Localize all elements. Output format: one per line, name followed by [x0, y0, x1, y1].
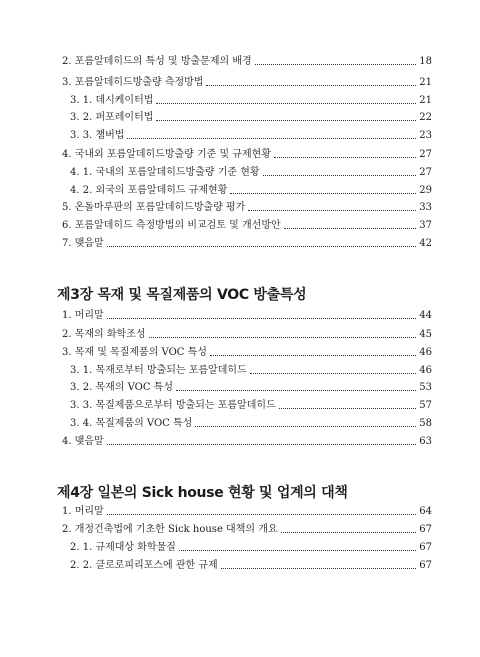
- toc-entry-label: 4. 2. 외국의 포름알데히드 규제현황: [70, 185, 228, 196]
- dot-leader: [179, 550, 416, 551]
- toc-entry[interactable]: [70, 378, 432, 394]
- dot-leader: [107, 318, 416, 319]
- toc-entry[interactable]: [70, 126, 432, 142]
- toc-entry-label: 3. 포름알데히드방출량 측정방법: [62, 77, 204, 88]
- toc-entry-label: 4. 1. 국내의 포름알데히드방출량 기준 현황: [70, 167, 260, 178]
- toc-entry[interactable]: [62, 306, 432, 322]
- toc-entry[interactable]: [70, 108, 432, 124]
- dot-leader: [274, 157, 416, 158]
- dot-leader: [210, 355, 416, 356]
- toc-entry[interactable]: [62, 73, 432, 89]
- toc-entry-page: 53: [419, 382, 432, 393]
- toc-entry-page: 67: [419, 560, 432, 571]
- toc-entry[interactable]: [62, 234, 432, 250]
- toc-entry[interactable]: [62, 145, 432, 161]
- toc-entry-page: 45: [419, 329, 432, 340]
- dot-leader: [281, 532, 416, 533]
- toc-entry-label: 5. 온돌마루판의 포름알데히드방출량 평가: [62, 202, 246, 213]
- toc-entry-page: 67: [419, 542, 432, 553]
- toc-entry-label: 2. 포름알데히드의 특성 및 방출문제의 배경: [62, 56, 252, 67]
- toc-entry-page: 42: [419, 238, 432, 249]
- dot-leader: [127, 138, 416, 139]
- dot-leader: [248, 210, 416, 211]
- toc-entry[interactable]: [62, 325, 432, 341]
- toc-entry-label: 2. 2. 클로로피리포스에 관한 규제: [70, 560, 218, 571]
- toc-entry-label: 3. 3. 목질제품으로부터 방출되는 포름알데히드: [70, 400, 276, 411]
- toc-entry[interactable]: [62, 343, 432, 359]
- dot-leader: [255, 64, 416, 65]
- toc-entry-page: 46: [419, 365, 432, 376]
- toc-entry-label: 3. 2. 퍼포레이터법: [70, 112, 154, 123]
- toc-entry-label: 3. 4. 목질제품의 VOC 특성: [70, 418, 193, 429]
- toc-entry-label: 1. 머리말: [62, 506, 104, 517]
- toc-entry[interactable]: [62, 502, 432, 518]
- dot-leader: [149, 337, 416, 338]
- toc-entry[interactable]: [70, 163, 432, 179]
- toc-entry-page: 21: [419, 95, 432, 106]
- dot-leader: [107, 246, 416, 247]
- dot-leader: [107, 514, 416, 515]
- toc-entry-page: 18: [419, 56, 432, 67]
- dot-leader: [156, 120, 416, 121]
- toc-entry[interactable]: [70, 396, 432, 412]
- toc-entry-page: 33: [419, 202, 432, 213]
- toc-entry[interactable]: [70, 538, 432, 554]
- toc-entry-label: 2. 1. 규제대상 화학물질: [70, 542, 176, 553]
- toc-entry-label: 6. 포름알데히드 측정방법의 비교검토 및 개선방안: [62, 220, 281, 231]
- toc-entry-page: 21: [419, 77, 432, 88]
- toc-entry-label: 4. 맺음말: [62, 436, 104, 447]
- toc-entry-page: 29: [419, 185, 432, 196]
- toc-entry[interactable]: [62, 432, 432, 448]
- dot-leader: [107, 444, 416, 445]
- chapter-4-title[interactable]: 제4장 일본의 Sick house 현황 및 업계의 대책: [57, 485, 348, 501]
- toc-entry-page: 64: [419, 506, 432, 517]
- toc-entry-label: 3. 목재 및 목질제품의 VOC 특성: [62, 347, 207, 358]
- toc-entry[interactable]: [62, 520, 432, 536]
- toc-entry-page: 63: [419, 436, 432, 447]
- dot-leader: [221, 568, 416, 569]
- toc-entry-label: 3. 2. 목재의 VOC 특성: [70, 382, 173, 393]
- toc-entry-page: 44: [419, 310, 432, 321]
- toc-entry-label: 2. 개정건축법에 기초한 Sick house 대책의 개요: [62, 524, 278, 535]
- toc-entry[interactable]: [70, 181, 432, 197]
- toc-entry-page: 46: [419, 347, 432, 358]
- toc-entry[interactable]: [70, 361, 432, 377]
- chapter-3-title[interactable]: 제3장 목재 및 목질제품의 VOC 방출특성: [57, 287, 307, 303]
- toc-entry-label: 7. 맺음말: [62, 238, 104, 249]
- dot-leader: [250, 373, 416, 374]
- toc-entry-page: 22: [419, 112, 432, 123]
- toc-entry-page: 27: [419, 167, 432, 178]
- toc-entry-label: 3. 3. 챔버법: [70, 130, 125, 141]
- dot-leader: [279, 408, 416, 409]
- toc-entry[interactable]: [62, 198, 432, 214]
- dot-leader: [195, 426, 416, 427]
- dot-leader: [156, 103, 416, 104]
- toc-entry[interactable]: [62, 52, 432, 68]
- toc-entry-label: 3. 1. 데시케이터법: [70, 95, 154, 106]
- toc-entry-label: 3. 1. 목재로부터 방출되는 포름알데히드: [70, 365, 247, 376]
- dot-leader: [263, 175, 416, 176]
- dot-leader: [206, 85, 416, 86]
- toc-entry-label: 1. 머리말: [62, 310, 104, 321]
- toc-entry-page: 57: [419, 400, 432, 411]
- dot-leader: [284, 228, 416, 229]
- toc-entry-label: 4. 국내외 포름알데히드방출량 기준 및 규제현황: [62, 149, 271, 160]
- dot-leader: [230, 193, 416, 194]
- toc-entry-page: 37: [419, 220, 432, 231]
- toc-entry-label: 2. 목재의 화학조성: [62, 329, 146, 340]
- toc-entry-page: 23: [419, 130, 432, 141]
- toc-entry-page: 27: [419, 149, 432, 160]
- toc-entry-page: 58: [419, 418, 432, 429]
- dot-leader: [176, 390, 416, 391]
- toc-entry-page: 67: [419, 524, 432, 535]
- toc-entry[interactable]: [70, 91, 432, 107]
- toc-entry[interactable]: [70, 556, 432, 572]
- toc-entry[interactable]: [62, 216, 432, 232]
- toc-entry[interactable]: [70, 414, 432, 430]
